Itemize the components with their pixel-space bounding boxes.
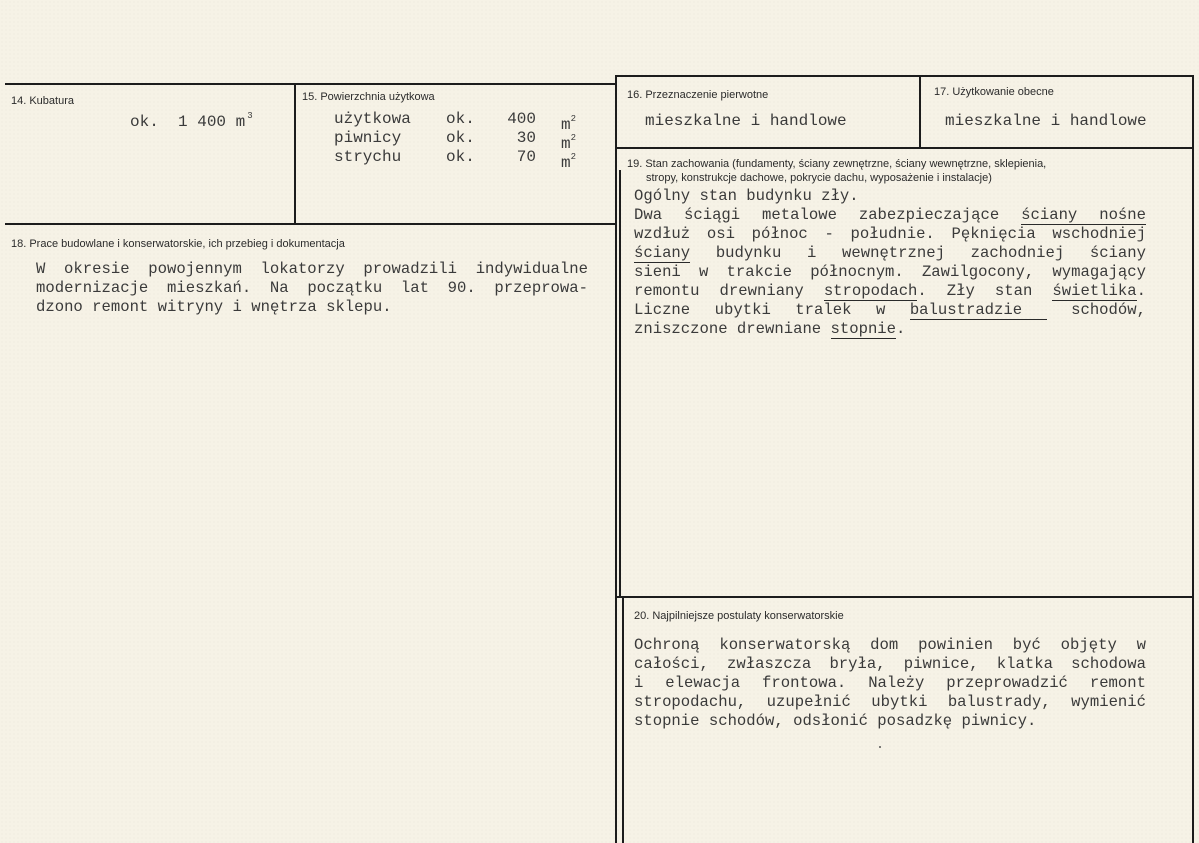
line-part: . <box>896 320 906 338</box>
line-part: Liczne ubytki tralek w <box>634 301 910 319</box>
text-line <box>634 244 1146 263</box>
row-name: użytkowa <box>334 110 411 128</box>
field-15-label: 15. Powierzchnia użytkowa <box>302 91 435 103</box>
text-line: Ochroną konserwatorską dom powinien być objęty w <box>634 636 1146 654</box>
field-20-label: 20. Najpilniejsze postulaty konserwatorskie <box>634 610 844 622</box>
row-unit <box>536 129 576 153</box>
field-17-label: 17. Użytkowanie obecne <box>934 86 1054 98</box>
right-border <box>1192 75 1194 843</box>
field-15-row <box>334 148 576 172</box>
line-part: zniszczone drewniane <box>634 320 831 338</box>
text-line: W okresie powojennym lokatorzy prowadzili indywidualne <box>36 260 588 278</box>
line-part: Dwa ściągi metalowe zabezpieczające <box>634 206 1022 224</box>
row-unit-sup: 2 <box>570 114 576 124</box>
row-unit-text: m <box>560 135 571 153</box>
field-14-text: ok. 1 400 m <box>130 113 246 131</box>
text-line: stropodachu, uzupełnić ubytki balustrady, wymienić <box>634 693 1146 711</box>
row-name: strychu <box>334 148 402 166</box>
paper-speck <box>879 746 881 748</box>
divider-left-right <box>615 75 617 843</box>
line-part: . Zły stan <box>917 282 1053 300</box>
text-line <box>634 320 1146 339</box>
field-18-text <box>36 260 588 317</box>
field-15-table <box>334 110 576 172</box>
row-value: 30 <box>516 129 536 147</box>
underlined-term: ściany <box>634 244 691 262</box>
row-unit-sup: 2 <box>570 152 576 162</box>
underlined-term: stropodach <box>823 282 918 300</box>
field-19-label-line2: stropy, konstrukcje dachowe, pokrycie dachu, wyposażenie i instalacje) <box>646 172 992 184</box>
line-part: Ogólny stan budynku zły. <box>634 187 859 205</box>
row-value: 400 <box>507 110 536 128</box>
inner-left-19 <box>619 170 621 598</box>
row-ok: ok. <box>446 129 475 147</box>
field-14-label: 14. Kubatura <box>11 95 74 107</box>
text-line: modernizacje mieszkań. Na początku lat 90. przeprowa- <box>36 279 588 297</box>
row-ok: ok. <box>446 148 475 166</box>
top-rule-right <box>615 75 1194 77</box>
row-unit <box>536 148 576 172</box>
text-line <box>634 301 1146 320</box>
field-17-value: mieszkalne i handlowe <box>945 112 1147 130</box>
text-line <box>634 282 1146 301</box>
text-line <box>634 206 1146 225</box>
line-part: wzdłuż osi północ - południe. Pęknięcia wschodniej <box>634 225 1146 243</box>
rule-above-20 <box>615 596 1194 598</box>
top-rule-left <box>5 83 617 85</box>
underlined-term: balustradzie <box>909 301 1047 319</box>
field-18-label: 18. Prace budowlane i konserwatorskie, ich przebieg i dokumentacja <box>11 238 345 250</box>
text-line <box>634 187 1146 206</box>
rule-below-16-17 <box>615 147 1194 149</box>
line-part: . <box>1136 282 1146 300</box>
field-15-row <box>334 110 576 134</box>
field-16-value: mieszkalne i handlowe <box>645 112 847 130</box>
field-19-text <box>634 187 1146 339</box>
row-unit-sup: 2 <box>570 133 576 143</box>
text-line: dzono remont witryny i wnętrza sklepu. <box>36 298 392 316</box>
divider-14-15 <box>294 83 296 225</box>
row-ok: ok. <box>446 110 475 128</box>
text-line <box>634 225 1146 244</box>
text-line <box>634 263 1146 282</box>
field-14-sup: 3 <box>247 111 253 121</box>
rule-below-14-15 <box>5 223 617 225</box>
row-unit <box>536 110 576 134</box>
text-line: stopnie schodów, odsłonić posadzkę piwnicy. <box>634 712 1037 730</box>
row-unit-text: m <box>560 116 571 134</box>
field-16-label: 16. Przeznaczenie pierwotne <box>627 89 769 101</box>
row-name: piwnicy <box>334 129 402 147</box>
line-part: remontu drewniany <box>634 282 824 300</box>
underlined-term: ściany nośne <box>1021 206 1146 224</box>
field-14-value <box>130 111 253 131</box>
divider-16-17 <box>919 75 921 148</box>
line-part: sieni w trakcie północnym. Zawilgocony, wymagający <box>634 263 1146 281</box>
line-part: budynku i wewnętrznej zachodniej ściany <box>690 244 1146 262</box>
row-value: 70 <box>516 148 536 166</box>
underlined-term: stopnie <box>830 320 897 338</box>
underlined-term: świetlika <box>1052 282 1137 300</box>
field-15-row <box>334 129 576 153</box>
field-19-label-line1: 19. Stan zachowania (fundamenty, ściany zewnętrzne, ściany wewnętrzne, sklepienia, <box>627 158 1047 170</box>
row-unit-text: m <box>560 154 571 172</box>
text-line: całości, zwłaszcza bryła, piwnice, klatka schodowa <box>634 655 1146 673</box>
text-line: i elewacja frontowa. Należy przeprowadzić remont <box>634 674 1146 692</box>
inner-left-20 <box>622 598 624 843</box>
line-part: schodów, <box>1046 301 1146 319</box>
field-20-text <box>634 636 1146 731</box>
